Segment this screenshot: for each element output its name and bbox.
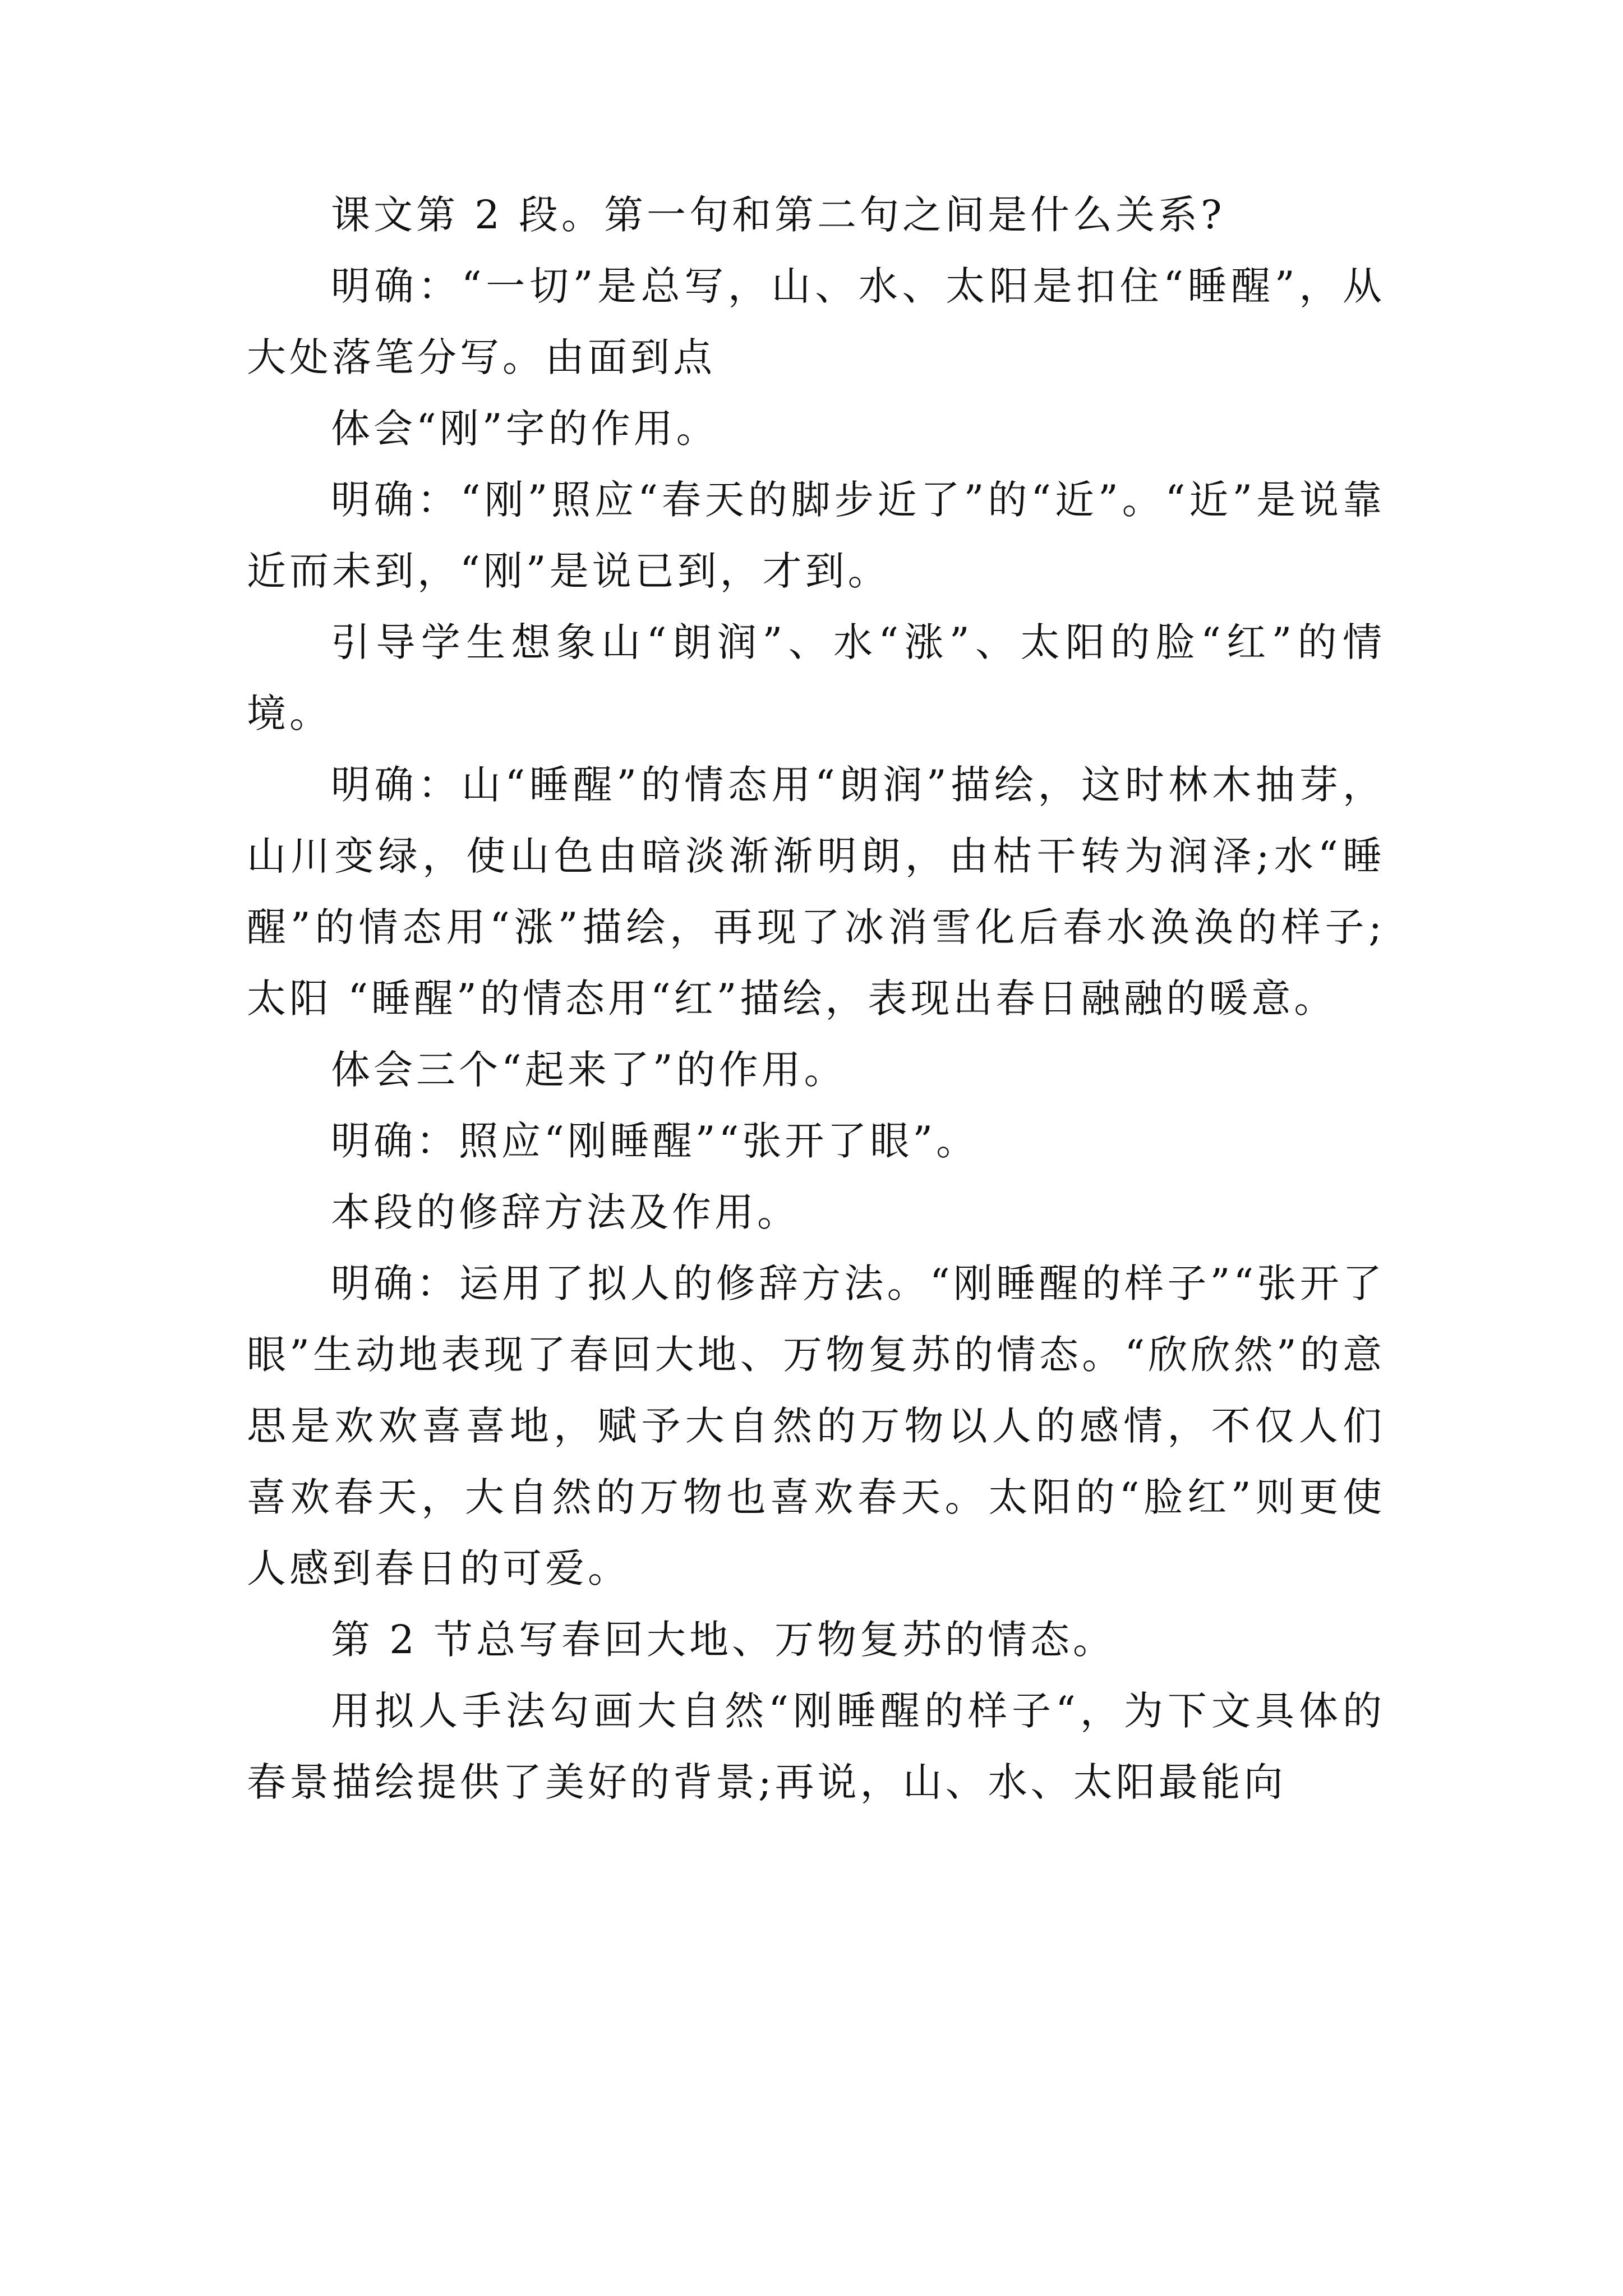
paragraph: 第 2 节总写春回大地、万物复苏的情态。 xyxy=(331,1617,1116,1663)
paragraph: 明确：山“睡醒”的情态用“朗润”描绘，这时林木抽芽，山川变绿，使山色由暗淡渐渐明朗，由枯干转为润泽;水“睡醒”的情态用“涨”描绘，再现了冰消雪化后春水涣涣的样子;太阳 “睡醒”的情态用“红”描绘，表现出春日融融的暖意。 xyxy=(247,762,1385,1022)
paragraph: 明确：照应“刚睡醒”“张开了眼”。 xyxy=(331,1118,979,1164)
paragraph: 用拟人手法勾画大自然“刚睡醒的样子“，为下文具体的春景描绘提供了美好的背景;再说，山、水、太阳最能向 xyxy=(247,1688,1385,1805)
document-body xyxy=(247,180,1385,1818)
paragraph: 体会“刚”字的作用。 xyxy=(331,406,719,452)
paragraph: 明确：“一切”是总写，山、水、太阳是扣住“睡醒”，从大处落笔分写。由面到点 xyxy=(247,263,1385,380)
paragraph: 明确：运用了拟人的修辞方法。“刚睡醒的样子”“张开了眼”生动地表现了春回大地、万物复苏的情态。“欣欣然”的意思是欢欢喜喜地，赋予大自然的万物以人的感情，不仅人们喜欢春天，大自然的万物也喜欢春天。太阳的“脸红”则更使人感到春日的可爱。 xyxy=(247,1260,1385,1591)
paragraph: 明确：“刚”照应“春天的脚步近了”的“近”。“近”是说靠近而未到，“刚”是说已到，才到。 xyxy=(247,477,1385,594)
paragraph: 课文第 2 段。第一句和第二句之间是什么关系? xyxy=(331,192,1225,238)
paragraph: 本段的修辞方法及作用。 xyxy=(331,1189,800,1235)
paragraph: 引导学生想象山“朗润”、水“涨”、太阳的脸“红”的情境。 xyxy=(247,619,1385,737)
paragraph: 体会三个“起来了”的作用。 xyxy=(331,1047,847,1093)
